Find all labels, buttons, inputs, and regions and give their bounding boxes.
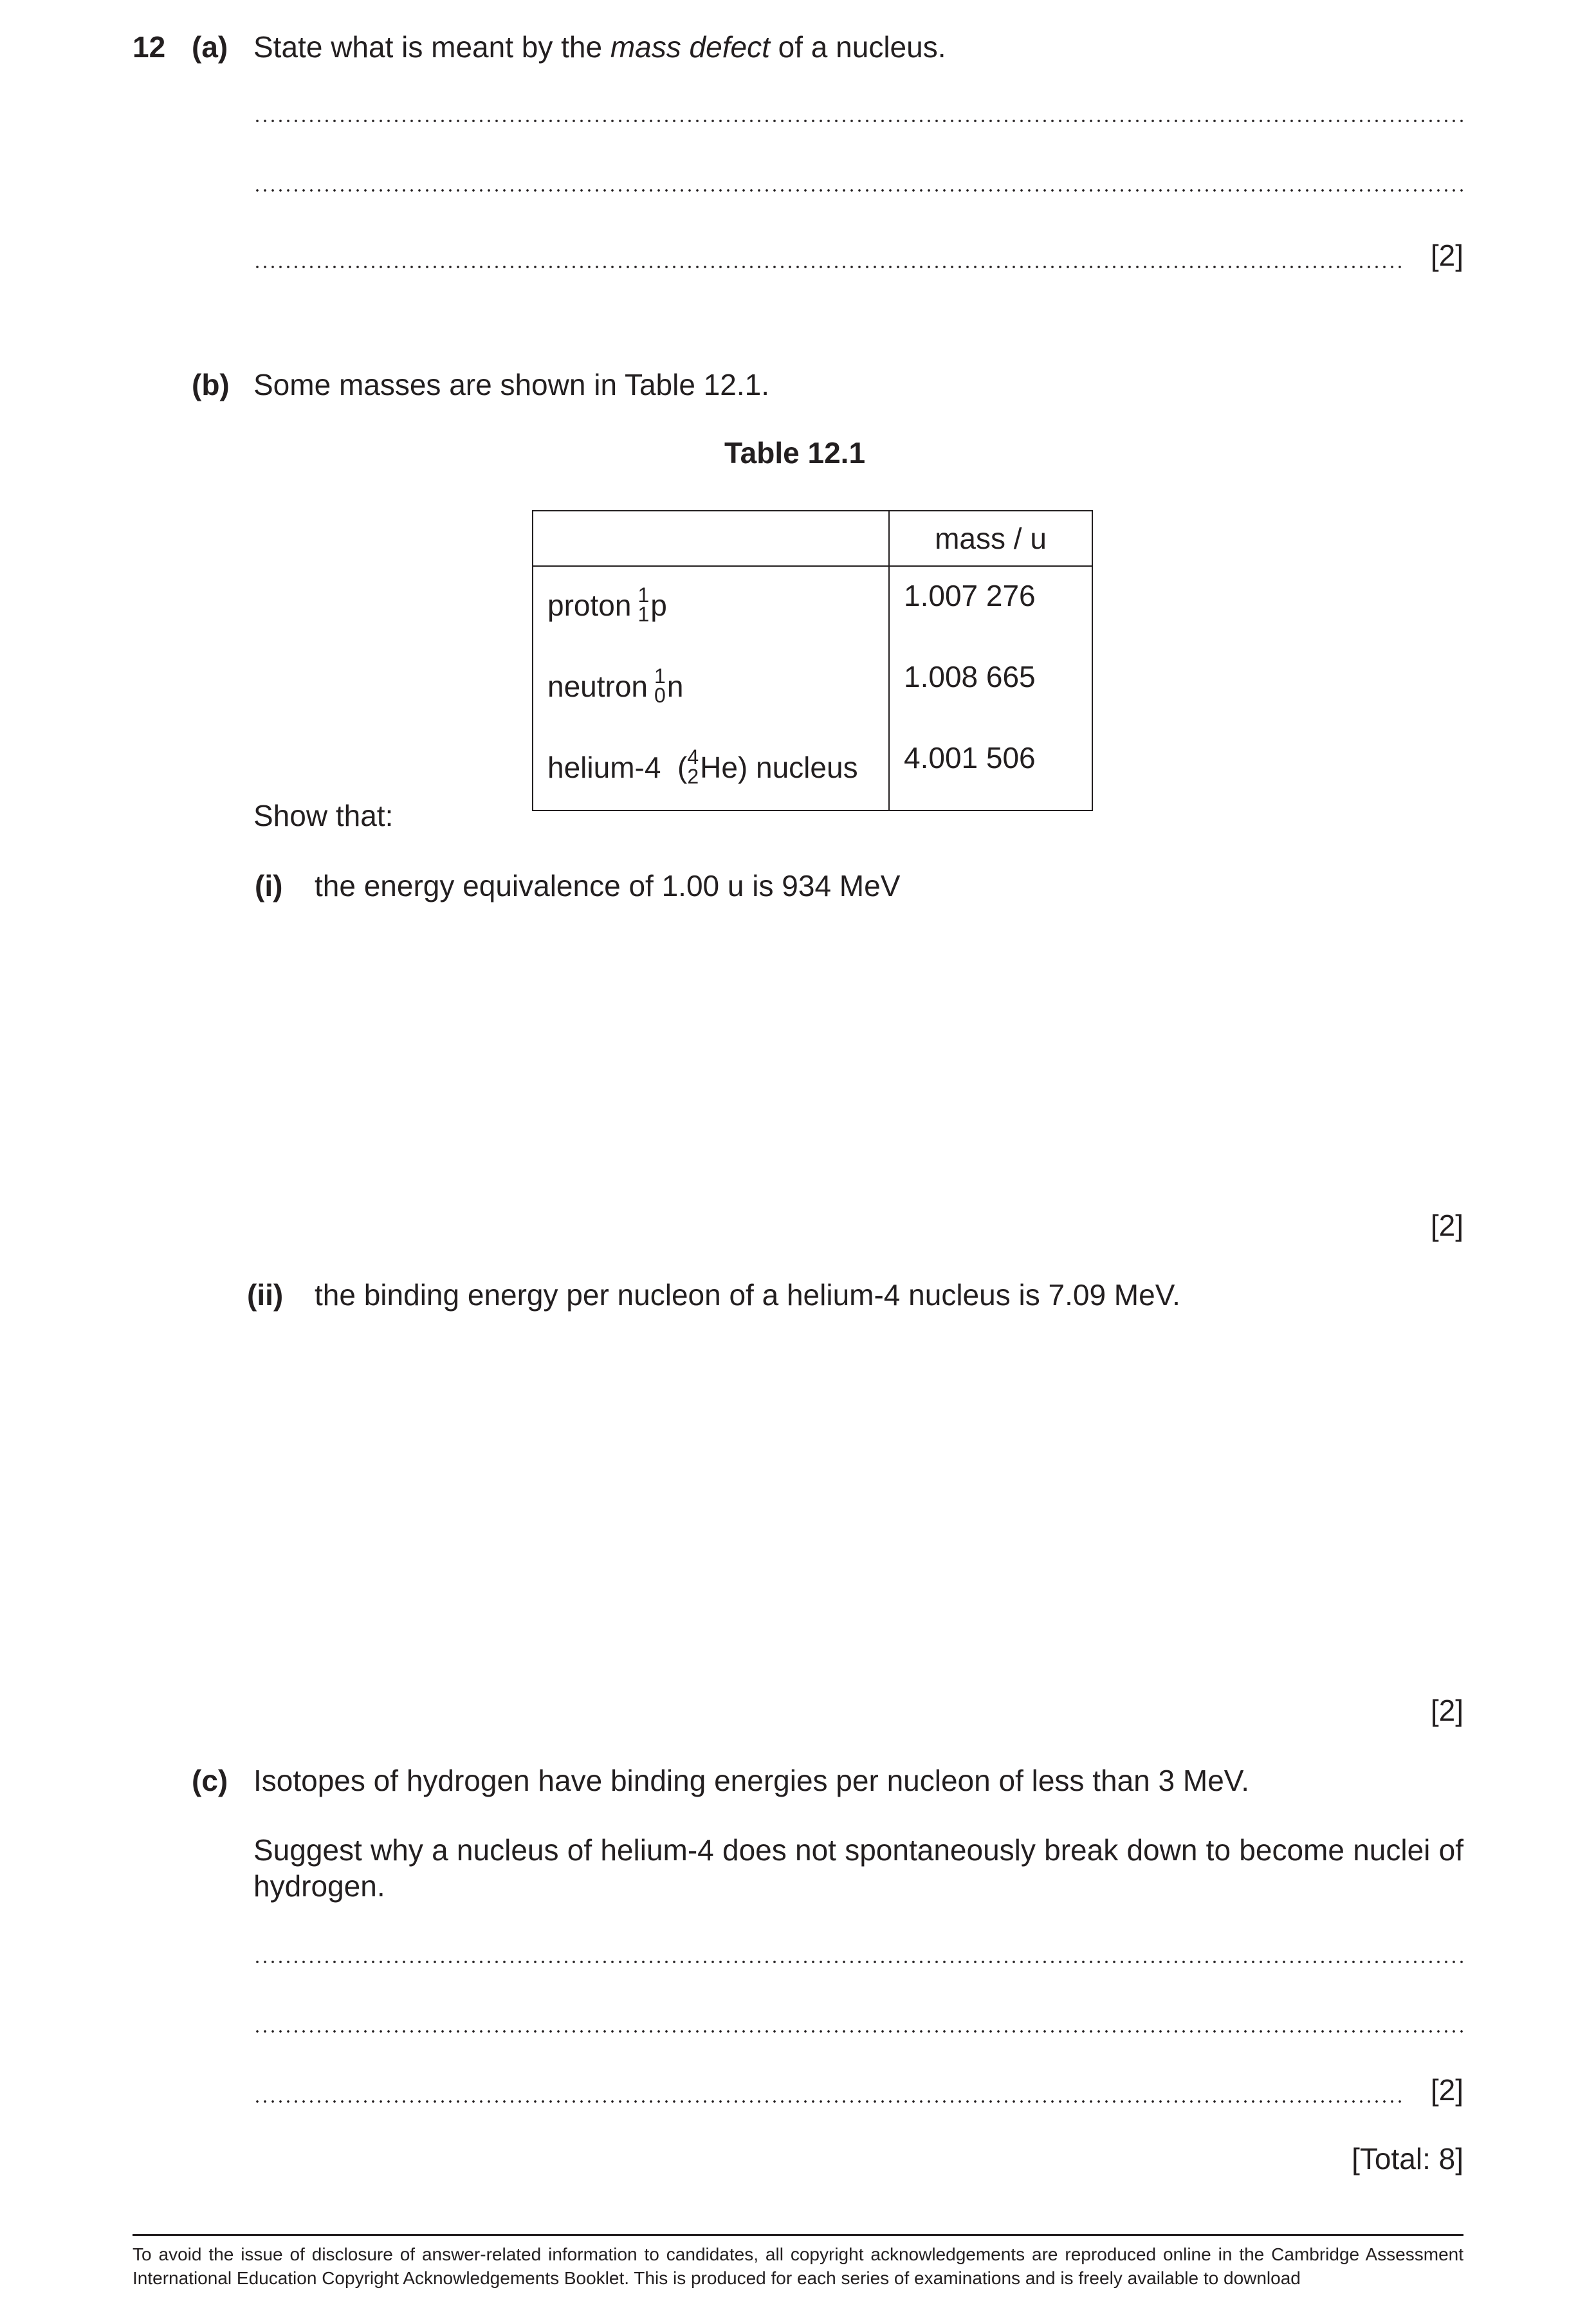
particle-name: proton [547,588,632,622]
mass-value: 1.007 276 [889,566,1092,648]
question-number: 12 [133,30,166,64]
answer-line[interactable] [253,1960,1463,1964]
part-a-text-italic: mass defect [610,30,770,64]
table-title: Table 12.1 [724,436,866,470]
answer-line[interactable] [253,2100,1404,2103]
nuclide-notation: 1 0 [654,664,666,708]
sub-ii-label: (ii) [247,1278,284,1312]
sub-ii-text: the binding energy per nucleon of a helium-4 nucleus is 7.09 MeV. [315,1278,1180,1312]
part-b-label: (b) [192,368,230,401]
nuclide-notation: 4 2 [687,746,699,789]
nuclide-notation: 1 1 [637,583,650,627]
particle-name: neutron [547,669,648,703]
part-c-text1: Isotopes of hydrogen have binding energies per nucleon of less than 3 MeV. [253,1764,1250,1797]
part-a-marks: [2] [1430,239,1463,272]
particle-name: helium-4 [547,750,661,784]
particle-symbol: n [666,669,684,703]
part-b-text: Some masses are shown in Table 12.1. [253,368,770,401]
table-row [533,729,1092,810]
part-a-label: (a) [192,30,228,64]
part-a-text-after: of a nucleus. [769,30,946,64]
sub-i-marks: [2] [1430,1209,1463,1242]
part-c-text2: Suggest why a nucleus of helium-4 does not spontaneously break down to become nuclei of hydrogen. [253,1833,1463,1903]
sub-i-label: (i) [255,869,283,902]
table-header-row [533,511,1092,566]
suffix: ) nucleus [737,750,858,784]
show-that: Show that: [253,799,394,832]
particle-symbol: He [700,750,738,784]
sub-ii-marks: [2] [1430,1694,1463,1727]
table-header-mass: mass / u [889,511,1092,566]
particle-symbol: p [650,588,667,622]
part-c-marks: [2] [1430,2073,1463,2107]
answer-line[interactable] [253,188,1463,192]
answer-line[interactable] [253,2029,1463,2033]
part-a-prompt [253,29,946,65]
total-marks: [Total: 8] [1352,2142,1463,2175]
table-row [533,648,1092,729]
table-row [533,566,1092,648]
prefix: ( [677,750,688,784]
copyright-footer: To avoid the issue of disclosure of answer-related information to candidates, all copyright acknowledgements are reproduced online in the Cambridge Assessment International Education Copyright Acknowledgements Booklet. This is produced for each series of examinations and is freely available to download [133,2244,1463,2288]
part-c-label: (c) [192,1764,228,1797]
answer-line[interactable] [253,119,1463,123]
mass-value: 4.001 506 [889,729,1092,810]
footer-divider [133,2234,1463,2236]
sub-i-text: the energy equivalence of 1.00 u is 934 MeV [315,869,901,902]
part-a-text-before: State what is meant by the [253,30,610,64]
table-header-empty [533,511,889,566]
mass-table [532,510,1093,811]
answer-line[interactable] [253,265,1404,269]
mass-value: 1.008 665 [889,648,1092,729]
